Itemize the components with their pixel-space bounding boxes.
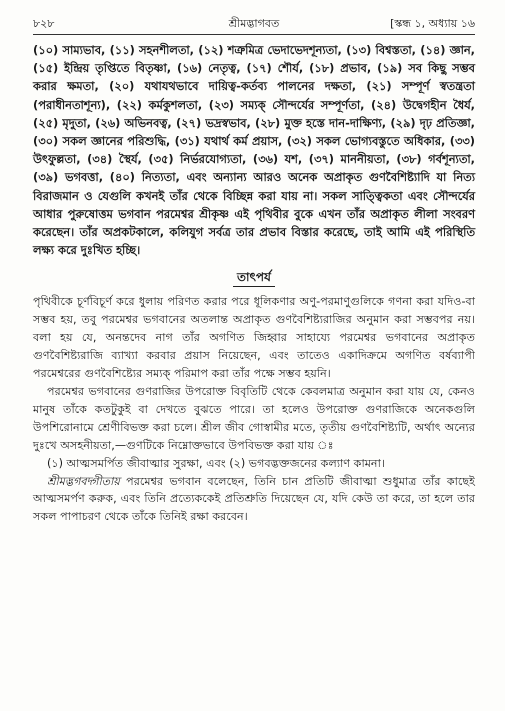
translation-text: (১০) সাম্যভাব, (১১) সহনশীলতা, (১২) শত্রুমিত্র ভেদাভেদশূন্যতা, (১৩) বিশ্বস্ততা, (১৪) জ্ঞান, (১৫) ইন্দ্রিয় তৃপ্তিতে বিতৃষ্ণা, (১৬) নেতৃত্ব, (১৭) শৌর্য, (১৮) প্রভাব, (১৯) সব কিছু সম্ভব করার ক্ষমতা, (২০) যথাযথভাবে দায়িত্ব-কর্তব্য পালনের দক্ষতা, (২১) সম্পূর্ণ স্বতন্ত্রতা (পরাধীনতাশূন্য), (২২) কর্মকুশলতা, (২৩) সম্যক্ সৌন্দর্যের সম্পূর্ণতা, (২৪) উদ্বেগহীন ধৈর্য, (২৫) মৃদুতা, (২৬) অভিনবত্ব, (২৭) ভদ্রস্বভাব, (২৮) মুক্ত হস্তে দান-দাক্ষিণ্য, (২৯) দৃঢ় প্রতিজ্ঞা, (৩০) সকল জ্ঞানের পরিশুদ্ধি, (৩১) যথার্থ কর্ম প্রয়াস, (৩২) সকল ভোগ্যবস্তুতে অধিকার, (৩৩) উৎফুল্লতা, (৩৪) স্থৈর্য, (৩৫) নির্ভরযোগ্যতা, (৩৬) যশ, (৩৭) মাননীয়তা, (৩৮) গর্বশূন্যতা, (৩৯) ভগবত্তা, (৪০) নিত্যতা, এবং অন্যান্য আরও অনেক অপ্রাকৃত গুণবৈশিষ্ট্যাদি যা নিত্য বিরাজমান ও যেগুলি কখনই তাঁর থেকে বিচ্ছিন্ন করা যায় না। সকল সাত্ত্বিকতা এবং সৌন্দর্যের আধার পুরুষোত্তম ভগবান পরমেশ্বর শ্রীকৃষ্ণ এই পৃথিবীর বুকে এখন তাঁর অপ্রাকৃত লীলা সংবরণ করেছেন। তাঁর অপ্রকটকালে, কলিযুগ সর্বত্র তার প্রভাব বিস্তার করেছে, তাই আমি এই পরিস্থিতি লক্ষ্য করে দুঃখিত হচ্ছি। [33,43,476,258]
purport-heading [33,269,475,287]
translation-block [33,41,475,259]
canto-chapter-reference: [স্কন্ধ ১, অধ্যায় ১৬ [390,17,475,30]
purport-paragraph-3 [33,473,475,527]
book-title: শ্রীমদ্ভাগবত [228,17,280,30]
purport-block [33,293,475,526]
header-rule [33,34,475,35]
page-number: ৮২৮ [33,17,55,30]
purport-list-item: (১) আত্মসমর্পিত জীবাত্মার সুরক্ষা, এবং (২) ভগবদ্ভক্তজনের কল্যাণ কামনা। [47,456,385,470]
purport-paragraph-2: পরমেশ্বর ভগবানের গুণরাজির উপরোক্ত বিবৃতিটি থেকে কেবলমাত্র অনুমান করা যায় যে, কেনও মানুষ তাঁকে কতটুকুই বা দেখতে বুঝতে পারে। তা হলেও উপরোক্ত গুণরাজিকে অনেকগুলি উপশিরোনামে শ্রেণীবিভক্ত করা চলে। শ্রীল জীব গোস্বামীর মতে, তৃতীয় গুণবৈশিষ্ট্যটি, অর্থাৎ অন্যের দুঃখে অসহনীয়তা,—গুণটিকে নিম্নোক্তভাবে উপবিভক্ত করা যায় ঃ [33,384,475,452]
purport-paragraph-1: পৃথিবীকে চূর্ণবিচূর্ণ করে ধুলায় পরিণত করার পরে ধূলিকণার অণু-পরমাণুগুলিকে গণনা করা যদিও-বা সম্ভব হয়, তবু পরমেশ্বর ভগবানের অতলান্ত অপ্রাকৃত গুণবৈশিষ্ট্যরাজির অনুমান করা সম্ভবপর নয়। বলা হয় যে, অনন্তদেব নাগ তাঁর অগণিত জিহ্বার সাহায্যে পরমেশ্বর ভগবানের অপ্রাকৃত গুণবৈশিষ্ট্যরাজি ব্যাখ্যা করবার প্রয়াস নিয়েছেন, এবং তাতেও একাদিক্রমে অগণিত বর্ষব্যাপী পরমেশ্বরের গুণবৈশিষ্ট্যের সম্যক্ পরিমাপ করা তাঁর পক্ষে সম্ভব হয়নি। [33,295,475,381]
scripture-title: শ্রীমদ্ভগবদ্গীতায় [47,474,120,488]
purport-paragraph-3-text: পরমেশ্বর ভগবান বলেছেন, তিনি চান প্রতিটি জীবাত্মা শুধুমাত্র তাঁর কাছেই আত্মসমর্পণ করুক, এবং তিনি প্রত্যেককেই প্রতিশ্রুতি দিয়েছেন যে, যদি কেউ তা করে, তা হলে তার সকল পাপাচরণ থেকে তাঁকে তিনিই রক্ষা করবেন। [33,474,475,524]
running-header [33,12,475,32]
purport-title: তাৎপর্য [233,269,275,287]
